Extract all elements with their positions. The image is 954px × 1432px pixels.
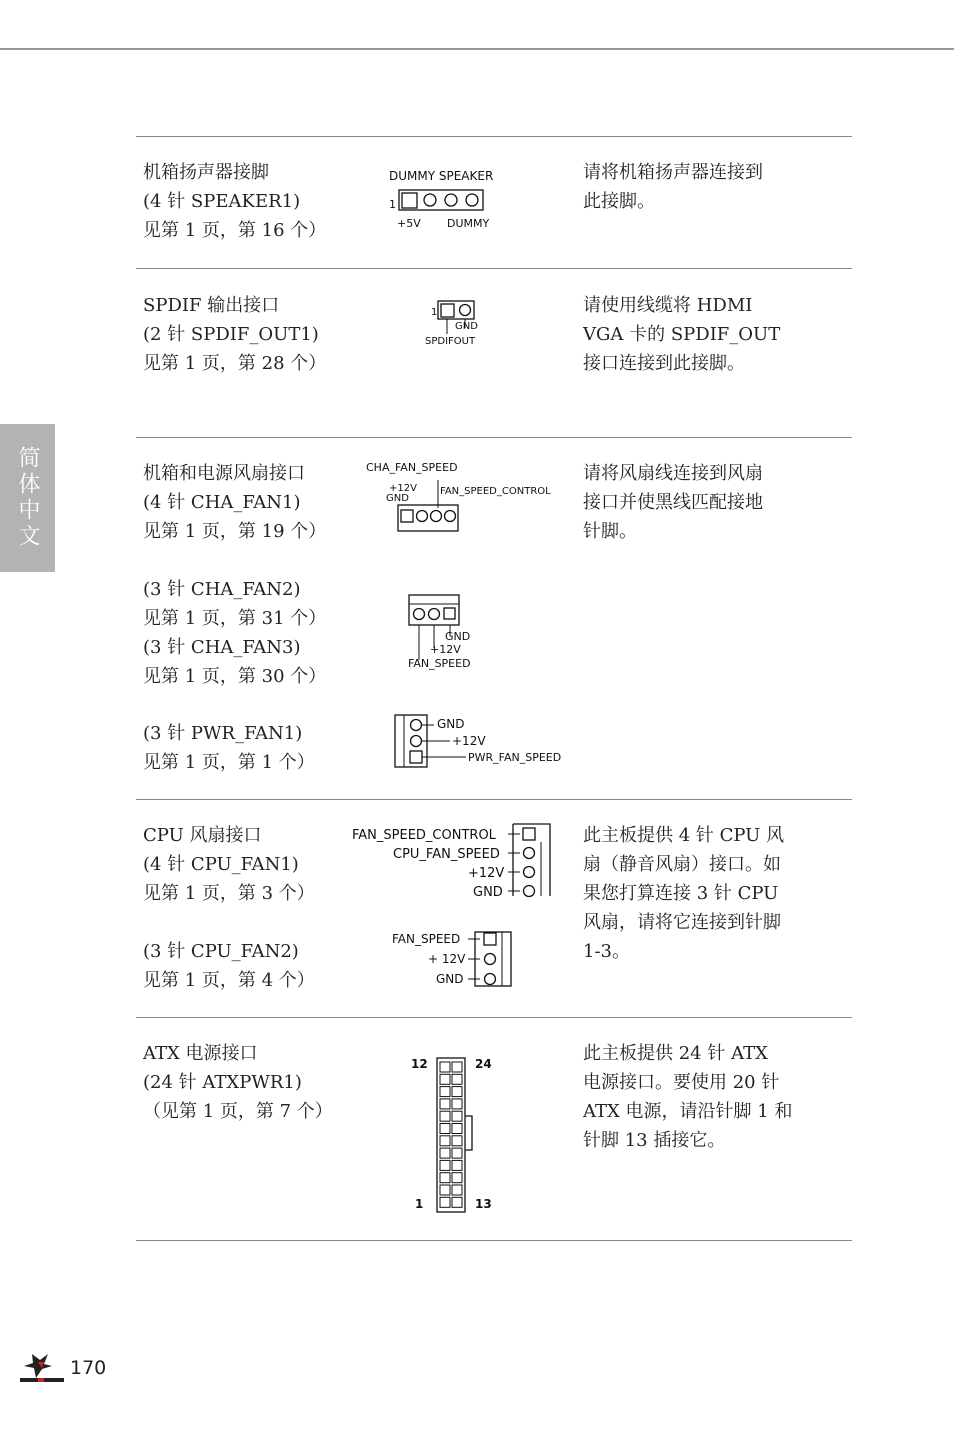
- spdif-ref: 见第 1 页，第 28 个）: [143, 353, 327, 374]
- cha-fan2-12v-label: +12V: [430, 643, 461, 656]
- atx-pin: [452, 1124, 462, 1134]
- language-side-tab: [0, 424, 55, 572]
- cha-fan-instruction: [583, 459, 763, 546]
- speaker-pins: (4 针 SPEAKER1): [143, 191, 301, 212]
- atx-pin: [440, 1185, 450, 1195]
- spdif-instruction-line: 请使用线缆将 HDMI: [583, 295, 753, 316]
- table-rule: [136, 799, 852, 800]
- atx-power-pins: (24 针 ATXPWR1): [143, 1072, 302, 1093]
- atx-pin: [452, 1111, 462, 1121]
- spdif-gnd-label: GND: [455, 321, 478, 332]
- atx-power-ref: （见第 1 页，第 7 个）: [143, 1101, 333, 1122]
- cha-fan1-pins: (4 针 CHA_FAN1): [143, 492, 301, 513]
- cpu-fan1-speed-label: CPU_FAN_SPEED: [393, 847, 500, 862]
- spdif-instruction-line: VGA 卡的 SPDIF_OUT: [583, 324, 781, 345]
- speaker-ref: 见第 1 页，第 16 个）: [143, 220, 327, 241]
- cha-fan2-3-diagram: [404, 592, 494, 674]
- table-rule: [136, 1240, 852, 1241]
- speaker-instruction-line: 此接脚。: [583, 191, 655, 212]
- atx-power-title: ATX 电源接口: [143, 1043, 258, 1064]
- speaker-pin1-label: 1: [389, 198, 396, 211]
- atx-instruction-line: ATX 电源，请沿针脚 1 和: [583, 1101, 793, 1122]
- cpu-fan-instruction-line: 风扇，请将它连接到针脚: [583, 912, 781, 933]
- speaker-instruction-line: 请将机箱扬声器连接到: [583, 162, 763, 183]
- page-number: 170: [70, 1357, 107, 1379]
- cpu-fan2-diagram: [388, 928, 518, 990]
- atx-pin: [440, 1173, 450, 1183]
- speaker-description: [143, 158, 326, 245]
- cpu-fan1-diagram: [348, 820, 558, 898]
- atx-pin: [440, 1160, 450, 1170]
- brand-logo-icon: [18, 1350, 66, 1386]
- pwr-fan1-diagram: [392, 712, 577, 770]
- pwr-fan1-12v-label: +12V: [452, 734, 486, 748]
- cha-fan1-diagram: [362, 456, 572, 538]
- cpu-fan1-ref: 见第 1 页，第 3 个）: [143, 883, 315, 904]
- cha-fan3-pins: (3 针 CHA_FAN3): [143, 637, 301, 658]
- cpu-fan2-speed-label: FAN_SPEED: [392, 932, 461, 946]
- cha-fan1-control-label: FAN_SPEED_CONTROL: [440, 486, 551, 497]
- cha-fan-instruction-line: 针脚。: [583, 521, 637, 542]
- atx-pin: [452, 1136, 462, 1146]
- atx-instruction-line: 针脚 13 插接它。: [583, 1130, 726, 1151]
- cha-fan2-speed-label: FAN_SPEED: [408, 657, 471, 670]
- cpu-fan-instruction: [583, 821, 784, 966]
- speaker-5v-label: +5V: [397, 217, 421, 230]
- cha-fan-instruction-line: 接口并使黑线匹配接地: [583, 492, 763, 513]
- atx-pin: [452, 1074, 462, 1084]
- cpu-fan2-gnd-label: GND: [436, 972, 464, 986]
- atx-pin: [452, 1148, 462, 1158]
- table-rule: [136, 268, 852, 269]
- atx-pin12-label: 12: [411, 1057, 428, 1071]
- atx-pin: [452, 1087, 462, 1097]
- atx-pin24-label: 24: [475, 1057, 492, 1071]
- cha-fan1-gnd-label: GND: [386, 493, 409, 504]
- table-rule: [136, 437, 852, 438]
- cpu-fan2-pins: (3 针 CPU_FAN2): [143, 941, 299, 962]
- cha-fan2-pins: (3 针 CHA_FAN2): [143, 579, 301, 600]
- cpu-fan-instruction-line: 果您打算连接 3 针 CPU: [583, 883, 779, 904]
- table-rule: [136, 1017, 852, 1018]
- cha-fan-speed-label: CHA_FAN_SPEED: [366, 461, 458, 474]
- atx-instruction-line: 此主板提供 24 针 ATX: [583, 1043, 768, 1064]
- atx-pin: [440, 1111, 450, 1121]
- side-tab-label: 简体中文: [15, 446, 40, 550]
- atx-pin: [452, 1160, 462, 1170]
- atx-pin1-label: 1: [415, 1197, 424, 1211]
- cha-fan1-ref: 见第 1 页，第 19 个）: [143, 521, 327, 542]
- atx-pin: [452, 1099, 462, 1109]
- atx-pin: [452, 1062, 462, 1072]
- speaker-header-diagram: [385, 166, 510, 234]
- table-rule: [136, 136, 852, 137]
- atx-pin: [440, 1136, 450, 1146]
- spdif-pins: (2 针 SPDIF_OUT1): [143, 324, 319, 345]
- speaker-instruction: [583, 158, 763, 216]
- cpu-fan1-gnd-label: GND: [473, 885, 503, 898]
- atx-power-connector-diagram: [405, 1052, 505, 1217]
- pwr-fan1-description: [143, 719, 315, 777]
- top-rule: [0, 48, 954, 50]
- cha-fan1-description: [143, 459, 326, 546]
- atx-pin: [440, 1099, 450, 1109]
- cpu-fan-instruction-line: 1-3。: [583, 941, 630, 962]
- cpu-fan-instruction-line: 此主板提供 4 针 CPU 风: [583, 825, 785, 846]
- speaker-dummy-label: DUMMY: [447, 217, 490, 230]
- cha-fan3-ref: 见第 1 页，第 30 个）: [143, 666, 327, 687]
- cpu-fan2-description: [143, 937, 315, 995]
- spdif-header-diagram: [420, 296, 490, 348]
- speaker-title: 机箱扬声器接脚: [143, 162, 269, 183]
- atx-pin: [452, 1197, 462, 1207]
- cha-fan-title: 机箱和电源风扇接口: [143, 463, 305, 484]
- pwr-fan1-speed-label: PWR_FAN_SPEED: [468, 751, 562, 764]
- cha-fan-instruction-line: 请将风扇线连接到风扇: [583, 463, 763, 484]
- spdif-title: SPDIF 输出接口: [143, 295, 280, 316]
- pwr-fan1-pins: (3 针 PWR_FAN1): [143, 723, 303, 744]
- atx-pin: [440, 1087, 450, 1097]
- page-footer: [18, 1350, 106, 1386]
- atx-pin: [452, 1173, 462, 1183]
- cha-fan2-gnd-label: GND: [445, 630, 471, 643]
- cha-fan1-12v-label: +12V: [389, 483, 417, 494]
- spdif-name-label: SPDIFOUT: [425, 336, 476, 347]
- cpu-fan2-ref: 见第 1 页，第 4 个）: [143, 970, 315, 991]
- spdif-pin1-label: 1: [431, 307, 438, 318]
- cpu-fan1-control-label: FAN_SPEED_CONTROL: [352, 828, 496, 843]
- cha-fan2-3-description: [143, 575, 326, 691]
- cpu-fan1-12v-label: +12V: [468, 866, 505, 881]
- spdif-description: [143, 291, 326, 378]
- cha-fan2-ref: 见第 1 页，第 31 个）: [143, 608, 327, 629]
- spdif-instruction-line: 接口连接到此接脚。: [583, 353, 745, 374]
- atx-power-instruction: [583, 1039, 792, 1155]
- atx-pin: [440, 1148, 450, 1158]
- cpu-fan1-pins: (4 针 CPU_FAN1): [143, 854, 299, 875]
- cpu-fan-title: CPU 风扇接口: [143, 825, 262, 846]
- atx-pin: [440, 1062, 450, 1072]
- atx-pin: [440, 1197, 450, 1207]
- atx-pin: [452, 1185, 462, 1195]
- atx-pin: [440, 1124, 450, 1134]
- atx-instruction-line: 电源接口。要使用 20 针: [583, 1072, 780, 1093]
- cpu-fan1-description: [143, 821, 315, 908]
- atx-pin: [440, 1074, 450, 1084]
- speaker-top-label: DUMMY SPEAKER: [389, 169, 494, 183]
- spdif-instruction: [583, 291, 780, 378]
- atx-power-description: [143, 1039, 333, 1126]
- cpu-fan2-12v-label: + 12V: [428, 952, 466, 966]
- pwr-fan1-gnd-label: GND: [437, 717, 465, 731]
- atx-pin-grid: [440, 1062, 462, 1207]
- atx-pin13-label: 13: [475, 1197, 492, 1211]
- pwr-fan1-ref: 见第 1 页，第 1 个）: [143, 752, 315, 773]
- cpu-fan-instruction-line: 扇（静音风扇）接口。如: [583, 854, 781, 875]
